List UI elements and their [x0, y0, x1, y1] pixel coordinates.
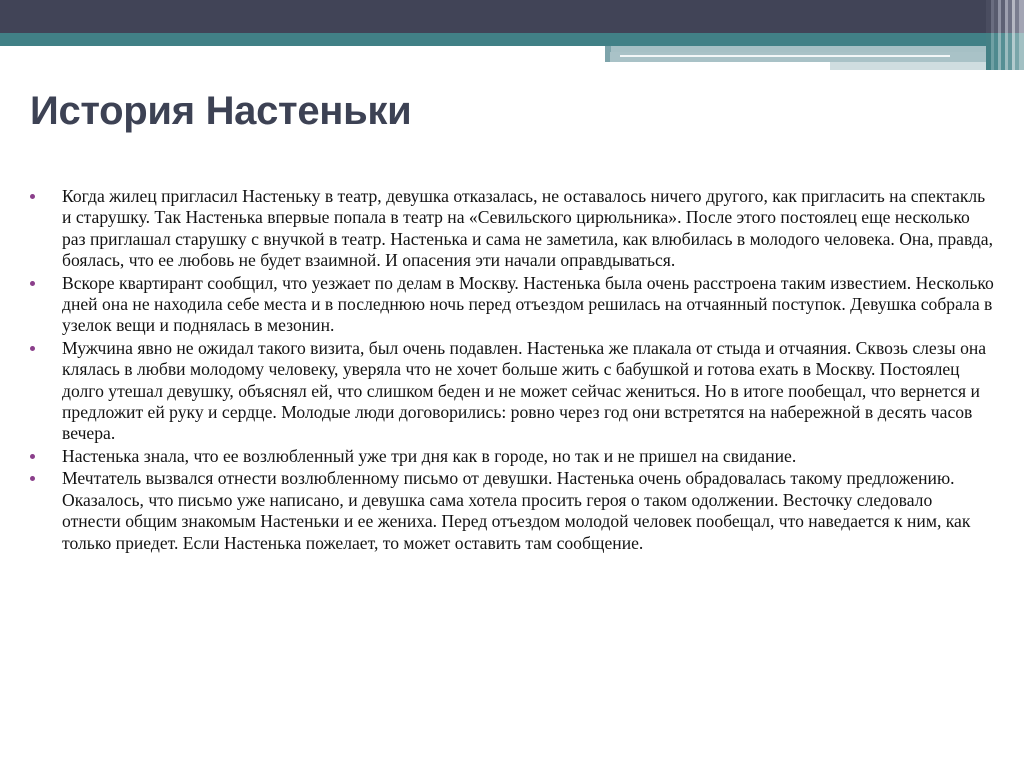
banner-vbar-upper-9 — [1019, 0, 1024, 33]
bullet-paragraph-text: Вскоре квартирант сообщил, что уезжает по делам в Москву. Настенька была очень расстроена таким известием. Несколько дней она не находила себе места и в последнюю ночь перед отъездом решилась на отчаянный поступок. Девушка собрала в узелок вещи и поднялась в мезонин. — [62, 272, 994, 336]
slide-header-banner — [0, 0, 1024, 70]
bullet-paragraph-text: Мечтатель вызвался отнести возлюбленному письмо от девушки. Настенька очень обрадовалась такому предложению. Оказалось, что письмо уже написано, и девушка сама хотела просить героя о таком одолжении. Весточку следовало отнести общим знакомым Настеньки и ее жениха. Перед отъездом молодой человек пообещал, что наведается к ним, как только приедет. Если Настенька пожелает, то может оставить там сообщение. — [62, 468, 971, 553]
banner-white-cut — [0, 46, 610, 52]
banner-vbar-lower-9 — [1019, 33, 1024, 70]
slide-body-bullet-list — [30, 186, 994, 555]
banner-light-stripe — [610, 52, 1024, 62]
bullet-dot-icon — [30, 476, 35, 481]
bullet-list-item — [30, 186, 994, 272]
bullet-dot-icon — [30, 281, 35, 286]
slide-title: История Настеньки — [30, 88, 412, 133]
bullet-list-item — [30, 468, 994, 554]
bullet-point-icon — [30, 468, 62, 481]
bullet-paragraph-text: Когда жилец пригласил Настеньку в театр, девушка отказалась, не оставалось ничего другого, как пригласить на спектакль и старушку. Так Настенька впервые попала в театр на «Севильского цирюльника». После этого постоялец еще несколько раз приглашал старушку с внучкой в театр. Настенька и сама не заметила, как влюбилась в молодого человека. Она, правда, боялась, что ее любовь не будет взаимной. И опасения эти начали оправдываться. — [62, 186, 993, 271]
bullet-list-item — [30, 273, 994, 337]
bullet-point-icon — [30, 338, 62, 351]
bullet-point-icon — [30, 446, 62, 459]
bullet-paragraph-text: Настенька знала, что ее возлюбленный уже три дня как в городе, но так и не пришел на свидание. — [62, 445, 797, 466]
bullet-dot-icon — [30, 194, 35, 199]
banner-hairline — [620, 55, 950, 57]
bullet-point-icon — [30, 273, 62, 286]
bullet-dot-icon — [30, 454, 35, 459]
bullet-list-item — [30, 338, 994, 445]
banner-teal-band — [0, 33, 1024, 46]
bullet-dot-icon — [30, 346, 35, 351]
bullet-paragraph-text: Мужчина явно не ожидал такого визита, был очень подавлен. Настенька же плакала от стыда и отчаяния. Сквозь слезы она клялась в любви молодому человеку, уверяла что не хочет больше жить с бабушкой и готова ехать в Москву. Постоялец долго утешал девушку, объяснял ей, что слишком беден и не может сейчас жениться. Но в итоге пообещал, что вернется и предложит ей руку и сердце. Молодые люди договорились: ровно через год они встретятся на набережной в десять часов вечера. — [62, 337, 987, 444]
banner-dark-band — [0, 0, 1024, 33]
bullet-point-icon — [30, 186, 62, 199]
bullet-list-item — [30, 446, 994, 467]
